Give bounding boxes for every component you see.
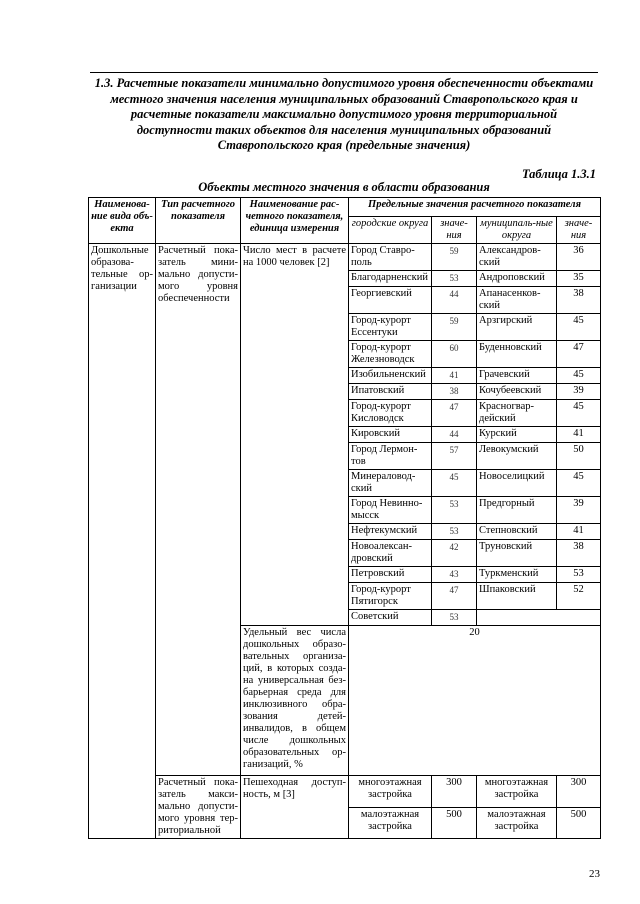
municipal-district-name: Туркменский bbox=[477, 567, 557, 583]
city-district-name: Петровский bbox=[349, 567, 432, 583]
municipal-district-name: Арзгирский bbox=[477, 314, 557, 341]
table-row bbox=[89, 244, 601, 271]
header-limit-values: Предельные значения расчетного показателя bbox=[349, 198, 601, 217]
standards-table bbox=[88, 197, 601, 839]
empty-cell bbox=[477, 610, 601, 626]
municipal-district-value: 50 bbox=[557, 443, 601, 470]
city-district-value: 43 bbox=[432, 567, 477, 583]
municipal-district-value: 45 bbox=[557, 470, 601, 497]
municipal-district-value: 38 bbox=[557, 287, 601, 314]
municipal-district-value: 52 bbox=[557, 583, 601, 610]
top-rule bbox=[90, 72, 598, 73]
header-municipal-districts: муниципаль-ные округа bbox=[477, 217, 557, 244]
building-type: многоэтажная застройка bbox=[477, 776, 557, 808]
object-type-cell: Дошкольные образова-тельные ор-ганизации bbox=[89, 244, 156, 839]
distance-value: 500 bbox=[557, 807, 601, 839]
municipal-district-value: 45 bbox=[557, 400, 601, 427]
municipal-district-value: 53 bbox=[557, 567, 601, 583]
indicator-max-cell: Расчетный пока-затель макси-мально допусти-мого уровня тер-риториальной bbox=[156, 776, 241, 839]
municipal-district-value: 41 bbox=[557, 524, 601, 540]
city-district-value: 59 bbox=[432, 244, 477, 271]
header-values-1: значе-ния bbox=[432, 217, 477, 244]
municipal-district-name: Буденновский bbox=[477, 341, 557, 368]
city-district-name: Новоалексан-дровский bbox=[349, 540, 432, 567]
indicator-name-cell: Число мест в расчете на 1000 человек [2] bbox=[241, 244, 349, 626]
header-city-districts: городские округа bbox=[349, 217, 432, 244]
city-district-name: Благодарненский bbox=[349, 271, 432, 287]
city-district-value: 44 bbox=[432, 287, 477, 314]
city-district-name: Изобильненский bbox=[349, 368, 432, 384]
city-district-value: 41 bbox=[432, 368, 477, 384]
city-district-value: 59 bbox=[432, 314, 477, 341]
city-district-name: Город-курорт Кисловодск bbox=[349, 400, 432, 427]
city-district-name: Ипатовский bbox=[349, 384, 432, 400]
municipal-district-name: Курский bbox=[477, 427, 557, 443]
city-district-name: Город-курорт Железноводск bbox=[349, 341, 432, 368]
municipal-district-value: 39 bbox=[557, 384, 601, 400]
municipal-district-name: Левокумский bbox=[477, 443, 557, 470]
city-district-value: 47 bbox=[432, 400, 477, 427]
city-district-value: 38 bbox=[432, 384, 477, 400]
municipal-district-value: 41 bbox=[557, 427, 601, 443]
city-district-name: Город Лермон-тов bbox=[349, 443, 432, 470]
section-heading: 1.3. Расчетные показатели минимально допустимого уровня обеспеченности объектами местного значения населения муниципальных образований Ставропольского края и расчетные показатели максимально допустимого уровня территориальной доступности таких объектов для населения муниципальных образований Ставропольского края (предельные значения) bbox=[94, 76, 594, 152]
municipal-district-value: 38 bbox=[557, 540, 601, 567]
city-district-value: 57 bbox=[432, 443, 477, 470]
municipal-district-name: Грачевский bbox=[477, 368, 557, 384]
indicator-name-cell: Удельный вес числа дошкольных образо-вательных организа-ций, в которых созда-на универсальная без-барьерная среда для инклюзивного обра-зования детей-инвалидов, в общем числе дошкольных образовательных ор-ганизаций, % bbox=[241, 626, 349, 776]
city-district-name: Советский bbox=[349, 610, 432, 626]
building-type: малоэтажная застройка bbox=[349, 807, 432, 839]
page-number: 23 bbox=[589, 868, 600, 880]
municipal-district-name: Александров-ский bbox=[477, 244, 557, 271]
municipal-district-name: Кочубеевский bbox=[477, 384, 557, 400]
municipal-district-name: Андроповский bbox=[477, 271, 557, 287]
municipal-district-name: Красногвар-дейский bbox=[477, 400, 557, 427]
municipal-district-value: 36 bbox=[557, 244, 601, 271]
municipal-district-name: Шпаковский bbox=[477, 583, 557, 610]
building-type: малоэтажная застройка bbox=[477, 807, 557, 839]
building-type: многоэтажная застройка bbox=[349, 776, 432, 808]
indicator-value-cell: 20 bbox=[349, 626, 601, 776]
municipal-district-value: 35 bbox=[557, 271, 601, 287]
table-label: Таблица 1.3.1 bbox=[521, 167, 596, 181]
table-title: Объекты местного значения в области образования bbox=[198, 180, 490, 194]
city-district-value: 53 bbox=[432, 271, 477, 287]
city-district-name: Минераловод-ский bbox=[349, 470, 432, 497]
city-district-name: Георгиевский bbox=[349, 287, 432, 314]
indicator-min-cell: Расчетный пока-затель мини-мально допусти-мого уровня обеспеченности bbox=[156, 244, 241, 776]
distance-value: 300 bbox=[557, 776, 601, 808]
table-row bbox=[89, 776, 601, 808]
municipal-district-name: Новоселицкий bbox=[477, 470, 557, 497]
header-values-2: значе-ния bbox=[557, 217, 601, 244]
city-district-name: Город Ставро-поль bbox=[349, 244, 432, 271]
municipal-district-name: Степновский bbox=[477, 524, 557, 540]
city-district-value: 45 bbox=[432, 470, 477, 497]
city-district-value: 60 bbox=[432, 341, 477, 368]
city-district-name: Нефтекумский bbox=[349, 524, 432, 540]
header-indicator-name: Наименование рас-четного показателя, единица измерения bbox=[241, 198, 349, 244]
city-district-value: 42 bbox=[432, 540, 477, 567]
city-district-name: Кировский bbox=[349, 427, 432, 443]
municipal-district-value: 47 bbox=[557, 341, 601, 368]
municipal-district-value: 45 bbox=[557, 368, 601, 384]
municipal-district-name: Апанасенков-ский bbox=[477, 287, 557, 314]
distance-value: 500 bbox=[432, 807, 477, 839]
header-indicator-type: Тип расчетного показателя bbox=[156, 198, 241, 244]
distance-value: 300 bbox=[432, 776, 477, 808]
header-object-type: Наименова-ние вида объ-екта bbox=[89, 198, 156, 244]
municipal-district-name: Труновский bbox=[477, 540, 557, 567]
city-district-value: 47 bbox=[432, 583, 477, 610]
municipal-district-value: 39 bbox=[557, 497, 601, 524]
municipal-district-value: 45 bbox=[557, 314, 601, 341]
city-district-name: Город Невинно-мысск bbox=[349, 497, 432, 524]
city-district-name: Город-курорт Ессентуки bbox=[349, 314, 432, 341]
city-district-value: 53 bbox=[432, 524, 477, 540]
city-district-value: 53 bbox=[432, 610, 477, 626]
city-district-value: 44 bbox=[432, 427, 477, 443]
city-district-value: 53 bbox=[432, 497, 477, 524]
city-district-name: Город-курорт Пятигорск bbox=[349, 583, 432, 610]
municipal-district-name: Предгорный bbox=[477, 497, 557, 524]
indicator-name-cell: Пешеходная доступ-ность, м [3] bbox=[241, 776, 349, 839]
